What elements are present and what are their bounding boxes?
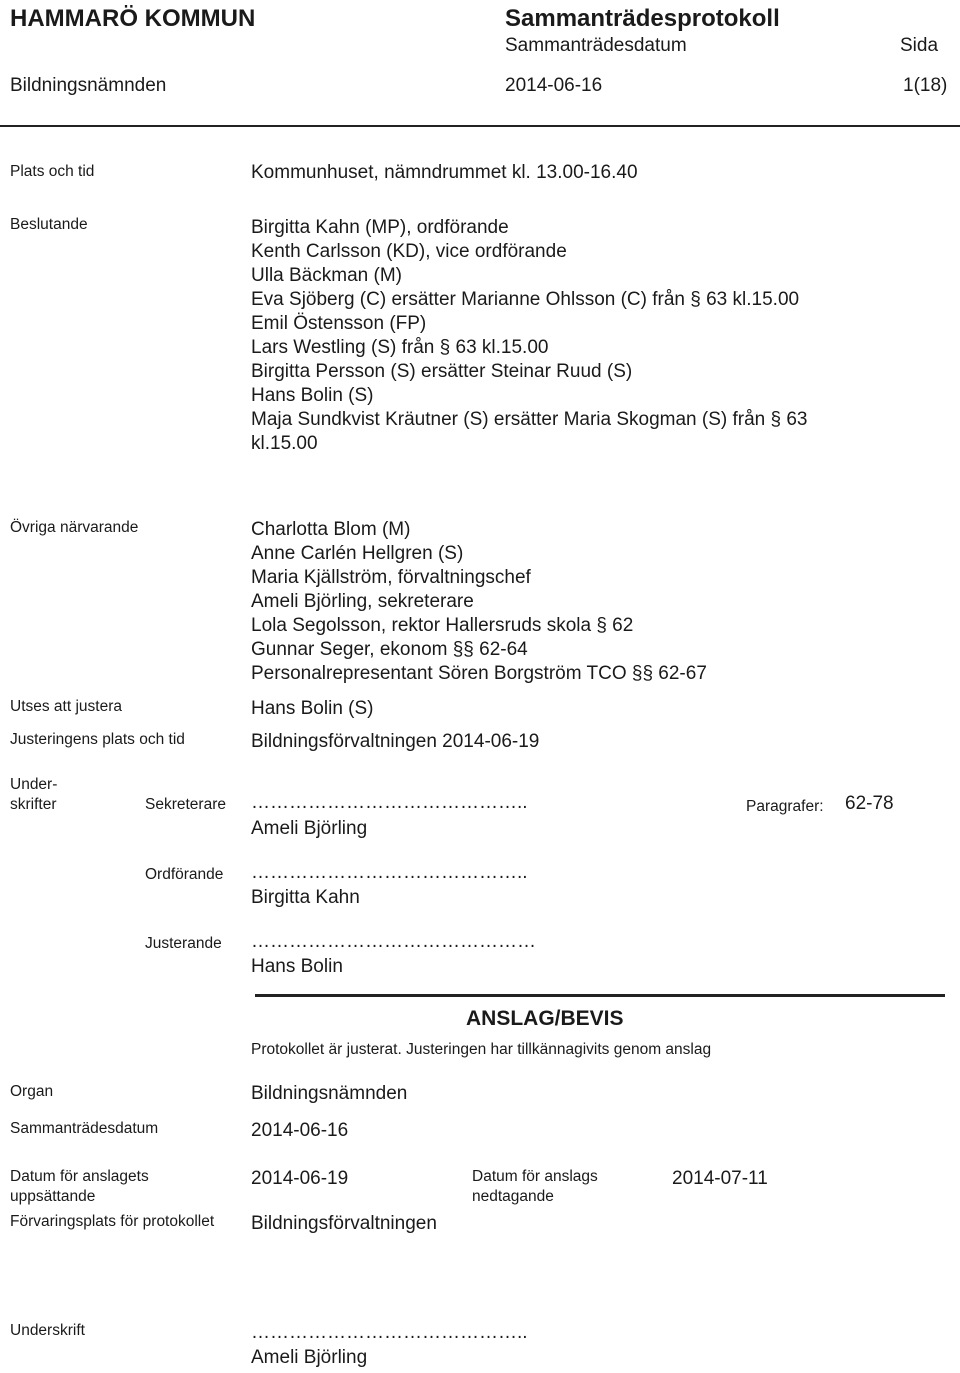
paragraphs-value: 62-78 xyxy=(845,793,894,814)
decision-makers-list xyxy=(251,216,808,456)
place-value: Kommunhuset, nämndrummet kl. 13.00-16.40 xyxy=(251,162,638,183)
removed-date-label-line2: nedtagande xyxy=(472,1188,554,1205)
notice-statement: Protokollet är justerat. Justeringen har tillkännagivits genom anslag xyxy=(251,1041,712,1058)
adjuster-name: Hans Bolin xyxy=(251,956,343,977)
organ-value: Bildningsnämnden xyxy=(251,1083,408,1104)
secretary-signature-line: …………………………………….. xyxy=(251,792,528,813)
header-divider xyxy=(0,125,960,127)
municipality-name: HAMMARÖ KOMMUN xyxy=(10,5,256,32)
meeting-date-label: Sammanträdesdatum xyxy=(505,35,687,56)
notice-divider xyxy=(255,994,945,997)
notice-meeting-date-label: Sammanträdesdatum xyxy=(10,1120,159,1137)
others-present-line: Ameli Björling, sekreterare xyxy=(251,591,474,612)
notice-title: ANSLAG/BEVIS xyxy=(466,1007,624,1030)
signatures-label-line1: Under- xyxy=(10,776,58,793)
posted-date-label-line1: Datum för anslagets xyxy=(10,1168,149,1185)
organ-label: Organ xyxy=(10,1083,54,1100)
paragraphs-label: Paragrafer: xyxy=(746,798,824,815)
adjuster-label: Utses att justera xyxy=(10,698,122,715)
decision-maker-line: Lars Westling (S) från § 63 kl.15.00 xyxy=(251,337,549,358)
document-title: Sammanträdesprotokoll xyxy=(505,5,780,32)
others-present-line: Charlotta Blom (M) xyxy=(251,519,411,540)
decision-maker-line: Birgitta Persson (S) ersätter Steinar Ruud (S) xyxy=(251,361,633,382)
others-present-line: Maria Kjällström, förvaltningschef xyxy=(251,567,531,588)
others-present-line: Lola Segolsson, rektor Hallersruds skola § 62 xyxy=(251,615,634,636)
decision-maker-line: Hans Bolin (S) xyxy=(251,385,374,406)
adjuster-signature-line: ……………………………………… xyxy=(251,931,536,952)
decision-maker-line: Kenth Carlsson (KD), vice ordförande xyxy=(251,241,567,262)
decision-maker-line: Maja Sundkvist Kräutner (S) ersätter Maria Skogman (S) från § 63 xyxy=(251,409,808,430)
decision-maker-line: kl.15.00 xyxy=(251,433,318,454)
storage-value: Bildningsförvaltningen xyxy=(251,1213,437,1234)
secretary-role: Sekreterare xyxy=(145,796,226,813)
page-number: 1(18) xyxy=(903,75,948,96)
committee-name: Bildningsnämnden xyxy=(10,75,167,96)
decision-maker-line: Ulla Bäckman (M) xyxy=(251,265,402,286)
decision-makers-label: Beslutande xyxy=(10,216,88,233)
signature-label: Underskrift xyxy=(10,1322,85,1339)
removed-date-label-line1: Datum för anslags xyxy=(472,1168,598,1185)
posted-date-label-line2: uppsättande xyxy=(10,1188,96,1205)
signature-name: Ameli Björling xyxy=(251,1347,368,1368)
others-present-line: Personalrepresentant Sören Borgström TCO §§ 62-67 xyxy=(251,663,707,684)
signatures-label-line2: skrifter xyxy=(10,796,57,813)
chair-signature-line: …………………………………….. xyxy=(251,862,528,883)
page-label: Sida xyxy=(900,35,939,56)
posted-date-value: 2014-06-19 xyxy=(251,1168,349,1189)
adjuster-value: Hans Bolin (S) xyxy=(251,698,374,719)
others-present-line: Anne Carlén Hellgren (S) xyxy=(251,543,464,564)
adjust-place-label: Justeringens plats och tid xyxy=(10,731,185,748)
secretary-name: Ameli Björling xyxy=(251,818,368,839)
adjust-place-value: Bildningsförvaltningen 2014-06-19 xyxy=(251,731,540,752)
signature-line: …………………………………….. xyxy=(251,1322,528,1343)
meeting-date: 2014-06-16 xyxy=(505,75,603,96)
decision-maker-line: Birgitta Kahn (MP), ordförande xyxy=(251,217,509,238)
others-present-label: Övriga närvarande xyxy=(10,519,139,536)
chair-role: Ordförande xyxy=(145,866,224,883)
place-label: Plats och tid xyxy=(10,163,95,180)
adjuster-role: Justerande xyxy=(145,935,222,952)
removed-date-value: 2014-07-11 xyxy=(672,1168,768,1189)
decision-maker-line: Eva Sjöberg (C) ersätter Marianne Ohlsson (C) från § 63 kl.15.00 xyxy=(251,289,800,310)
chair-name: Birgitta Kahn xyxy=(251,887,360,908)
decision-maker-line: Emil Östensson (FP) xyxy=(251,313,427,334)
storage-label: Förvaringsplats för protokollet xyxy=(10,1213,215,1230)
notice-meeting-date-value: 2014-06-16 xyxy=(251,1120,349,1141)
others-present-list xyxy=(251,518,707,686)
others-present-line: Gunnar Seger, ekonom §§ 62-64 xyxy=(251,639,528,660)
